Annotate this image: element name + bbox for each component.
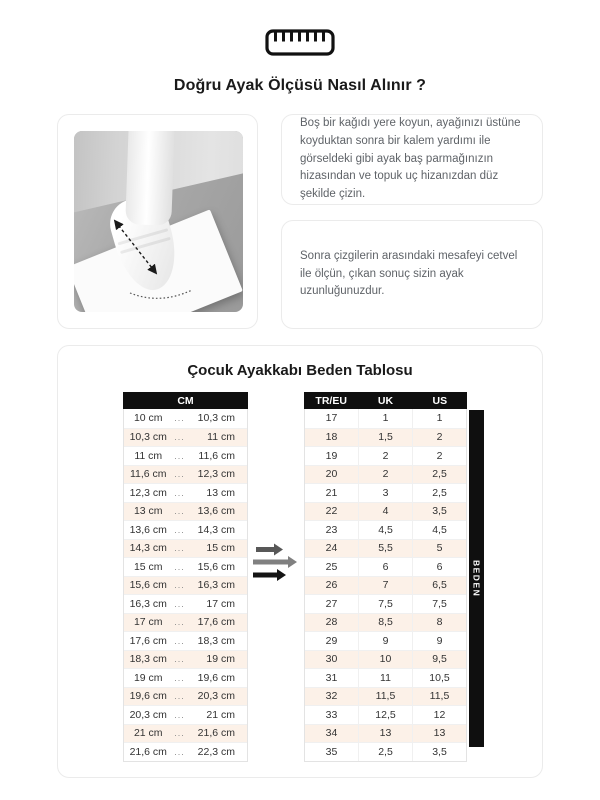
- size-table-row: [305, 576, 466, 595]
- range-separator: ...: [174, 672, 185, 683]
- cm-max-value: 13 cm: [206, 486, 235, 499]
- cm-min-value: 10,3 cm: [129, 431, 167, 444]
- instruction-cards: [281, 114, 543, 329]
- cm-min-value: 15,6 cm: [129, 579, 167, 592]
- uk-size-value: 13: [358, 725, 412, 743]
- treu-size-value: 20: [325, 468, 338, 481]
- size-table-header-us: US: [432, 394, 448, 407]
- range-separator: ...: [174, 487, 185, 498]
- cm-max-value: 20,3 cm: [197, 690, 235, 703]
- cm-max-value: 10,3 cm: [197, 412, 235, 425]
- us-size-value: 12: [412, 706, 466, 724]
- range-separator: ...: [174, 709, 185, 720]
- ruler-icon: [265, 29, 335, 56]
- uk-size-value: 7: [358, 577, 412, 595]
- cm-min-value: 17,6 cm: [129, 634, 167, 647]
- treu-size-value: 34: [325, 727, 338, 740]
- range-separator: ...: [174, 561, 185, 572]
- size-conversion-table: [304, 392, 467, 762]
- cm-max-value: 14,3 cm: [197, 523, 235, 536]
- uk-size-value: 1,5: [358, 429, 412, 447]
- size-table-row: [305, 650, 466, 669]
- us-size-value: 9,5: [412, 651, 466, 669]
- cm-table-row: [124, 409, 247, 428]
- uk-size-value: 7,5: [358, 595, 412, 613]
- cm-table-row: [124, 520, 247, 539]
- treu-size-value: 24: [325, 542, 338, 555]
- uk-size-value: 1: [358, 409, 412, 428]
- treu-size-value: 17: [325, 412, 338, 425]
- size-table-row: [305, 483, 466, 502]
- size-table-row: [305, 668, 466, 687]
- size-table-row: [305, 520, 466, 539]
- cm-max-value: 11,6 cm: [198, 449, 235, 462]
- size-chart-title: Çocuk Ayakkabı Beden Tablosu: [187, 362, 413, 379]
- beden-side-label: BEDEN: [471, 559, 482, 598]
- treu-size-value: 31: [325, 671, 338, 684]
- range-separator: ...: [174, 635, 185, 646]
- cm-max-value: 17,6 cm: [197, 616, 235, 629]
- cm-table-row: [124, 557, 247, 576]
- cm-max-value: 12,3 cm: [197, 468, 235, 481]
- cm-max-value: 15,6 cm: [197, 560, 235, 573]
- cm-table-row: [124, 687, 247, 706]
- range-separator: ...: [174, 617, 185, 628]
- cm-min-value: 13 cm: [133, 505, 163, 518]
- cm-min-value: 19,6 cm: [129, 690, 167, 703]
- treu-size-value: 18: [325, 431, 338, 444]
- cm-max-value: 17 cm: [206, 597, 235, 610]
- uk-size-value: 12,5: [358, 706, 412, 724]
- range-separator: ...: [174, 506, 185, 517]
- instruction-step-1-card: [281, 114, 543, 205]
- us-size-value: 3,5: [412, 503, 466, 521]
- size-table-row: [305, 446, 466, 465]
- cm-table-row: [124, 724, 247, 743]
- us-size-value: 11,5: [412, 688, 466, 706]
- page-title: Doğru Ayak Ölçüsü Nasıl Alınır ?: [173, 77, 427, 94]
- uk-size-value: 8,5: [358, 614, 412, 632]
- measurement-arrow: [74, 131, 243, 312]
- us-size-value: 13: [412, 725, 466, 743]
- cm-table-row: [124, 483, 247, 502]
- size-table-header-treu: TR/EU: [315, 394, 347, 407]
- cm-max-value: 18,3 cm: [197, 634, 235, 647]
- cm-range-table: [123, 392, 248, 762]
- us-size-value: 2: [412, 447, 466, 465]
- cm-table-row: [124, 668, 247, 687]
- cm-table-row: [124, 446, 247, 465]
- us-size-value: 7,5: [412, 595, 466, 613]
- us-size-value: 2,5: [412, 466, 466, 484]
- cm-max-value: 13,6 cm: [197, 505, 235, 518]
- us-size-value: 4,5: [412, 521, 466, 539]
- us-size-value: 6: [412, 558, 466, 576]
- cm-table-row: [124, 705, 247, 724]
- size-table-row: [305, 539, 466, 558]
- cm-min-value: 21,6 cm: [129, 745, 167, 758]
- cm-max-value: 22,3 cm: [197, 745, 235, 758]
- cm-min-value: 10 cm: [133, 412, 163, 425]
- uk-size-value: 2: [358, 466, 412, 484]
- size-table-row: [305, 705, 466, 724]
- foot-photo-card: [57, 114, 258, 329]
- us-size-value: 6,5: [412, 577, 466, 595]
- us-size-value: 3,5: [412, 743, 466, 761]
- treu-size-value: 25: [325, 560, 338, 573]
- cm-min-value: 20,3 cm: [129, 708, 167, 721]
- uk-size-value: 4: [358, 503, 412, 521]
- uk-size-value: 4,5: [358, 521, 412, 539]
- us-size-value: 10,5: [412, 669, 466, 687]
- cm-table-row: [124, 428, 247, 447]
- treu-size-value: 33: [325, 708, 338, 721]
- cm-table-row: [124, 576, 247, 595]
- cm-table-row: [124, 594, 247, 613]
- cm-min-value: 11 cm: [134, 449, 163, 462]
- range-separator: ...: [174, 728, 185, 739]
- size-table-row: [305, 409, 466, 428]
- ruler-icon-wrap: [0, 0, 600, 56]
- cm-table-header: CM: [123, 392, 248, 409]
- size-chart-tables: [58, 392, 542, 762]
- foot-measurement-photo: [74, 131, 243, 312]
- treu-size-value: 28: [325, 616, 338, 629]
- cm-min-value: 21 cm: [133, 727, 163, 740]
- cm-min-value: 11,6 cm: [129, 468, 167, 481]
- size-chart-card: [57, 345, 543, 778]
- treu-size-value: 29: [325, 634, 338, 647]
- cm-max-value: 21,6 cm: [197, 727, 235, 740]
- treu-size-value: 32: [325, 690, 338, 703]
- range-separator: ...: [174, 450, 185, 461]
- instruction-step-2-card: [281, 220, 543, 329]
- cm-max-value: 19 cm: [206, 653, 235, 666]
- cm-table-row: [124, 465, 247, 484]
- uk-size-value: 2: [358, 447, 412, 465]
- size-table-header-row: [304, 392, 467, 409]
- range-separator: ...: [174, 543, 185, 554]
- uk-size-value: 3: [358, 484, 412, 502]
- cm-table-row: [124, 650, 247, 669]
- instructions-section: [57, 114, 543, 329]
- uk-size-value: 11: [358, 669, 412, 687]
- treu-size-value: 19: [325, 449, 338, 462]
- range-separator: ...: [174, 524, 185, 535]
- range-separator: ...: [174, 598, 185, 609]
- instruction-step-1-text: Boş bir kağıdı yere koyun, ayağınızı üstüne koyduktan sonra bir kalem yardımı ile görseldeki gibi ayak baş parmağınızın hizasından ve topuk uç hizanızdan düz şekilde çizin.: [300, 116, 521, 201]
- range-separator: ...: [174, 413, 185, 424]
- treu-size-value: 35: [325, 745, 338, 758]
- size-table-row: [305, 742, 466, 761]
- cm-table-body: [123, 409, 248, 762]
- cm-min-value: 15 cm: [133, 560, 163, 573]
- size-table-body: [304, 409, 467, 762]
- uk-size-value: 10: [358, 651, 412, 669]
- uk-size-value: 5,5: [358, 540, 412, 558]
- us-size-value: 1: [412, 409, 466, 428]
- treu-size-value: 30: [325, 653, 338, 666]
- cm-table-row: [124, 742, 247, 761]
- size-table-row: [305, 594, 466, 613]
- cm-min-value: 16,3 cm: [129, 597, 167, 610]
- us-size-value: 5: [412, 540, 466, 558]
- treu-size-value: 21: [325, 486, 338, 499]
- size-table-row: [305, 724, 466, 743]
- us-size-value: 2,5: [412, 484, 466, 502]
- us-size-value: 9: [412, 632, 466, 650]
- range-separator: ...: [174, 746, 185, 757]
- right-arrows-icon: [250, 540, 302, 586]
- cm-min-value: 17 cm: [133, 616, 163, 629]
- size-table-row: [305, 428, 466, 447]
- range-separator: ...: [174, 580, 185, 591]
- cm-table-row: [124, 613, 247, 632]
- size-table-row: [305, 557, 466, 576]
- range-separator: ...: [174, 654, 185, 665]
- size-table-row: [305, 687, 466, 706]
- size-table-header-uk: UK: [377, 394, 394, 407]
- us-size-value: 2: [412, 429, 466, 447]
- instruction-step-2-text: Sonra çizgilerin arasındaki mesafeyi cetvel ile ölçün, çıkan sonuç sizin ayak uzunluğunuzdur.: [300, 249, 518, 298]
- cm-max-value: 16,3 cm: [197, 579, 235, 592]
- conversion-arrows-column: [248, 392, 304, 762]
- treu-size-value: 23: [325, 523, 338, 536]
- treu-size-value: 27: [325, 597, 338, 610]
- beden-side-bar: [469, 410, 484, 747]
- cm-max-value: 19,6 cm: [197, 671, 235, 684]
- range-separator: ...: [174, 432, 185, 443]
- size-table-row: [305, 631, 466, 650]
- cm-max-value: 21 cm: [206, 708, 235, 721]
- size-table-row: [305, 613, 466, 632]
- cm-max-value: 15 cm: [206, 542, 235, 555]
- cm-max-value: 11 cm: [207, 431, 235, 444]
- size-table-row: [305, 502, 466, 521]
- cm-min-value: 12,3 cm: [129, 486, 167, 499]
- treu-size-value: 26: [325, 579, 338, 592]
- cm-min-value: 13,6 cm: [129, 523, 167, 536]
- range-separator: ...: [174, 469, 185, 480]
- range-separator: ...: [174, 691, 185, 702]
- treu-size-value: 22: [325, 505, 338, 518]
- cm-min-value: 19 cm: [133, 671, 163, 684]
- size-table-row: [305, 465, 466, 484]
- cm-table-row: [124, 539, 247, 558]
- cm-table-row: [124, 631, 247, 650]
- uk-size-value: 6: [358, 558, 412, 576]
- cm-table-row: [124, 502, 247, 521]
- uk-size-value: 11,5: [358, 688, 412, 706]
- size-conversion-group: [304, 392, 484, 762]
- uk-size-value: 9: [358, 632, 412, 650]
- us-size-value: 8: [412, 614, 466, 632]
- cm-min-value: 14,3 cm: [129, 542, 167, 555]
- cm-min-value: 18,3 cm: [129, 653, 167, 666]
- uk-size-value: 2,5: [358, 743, 412, 761]
